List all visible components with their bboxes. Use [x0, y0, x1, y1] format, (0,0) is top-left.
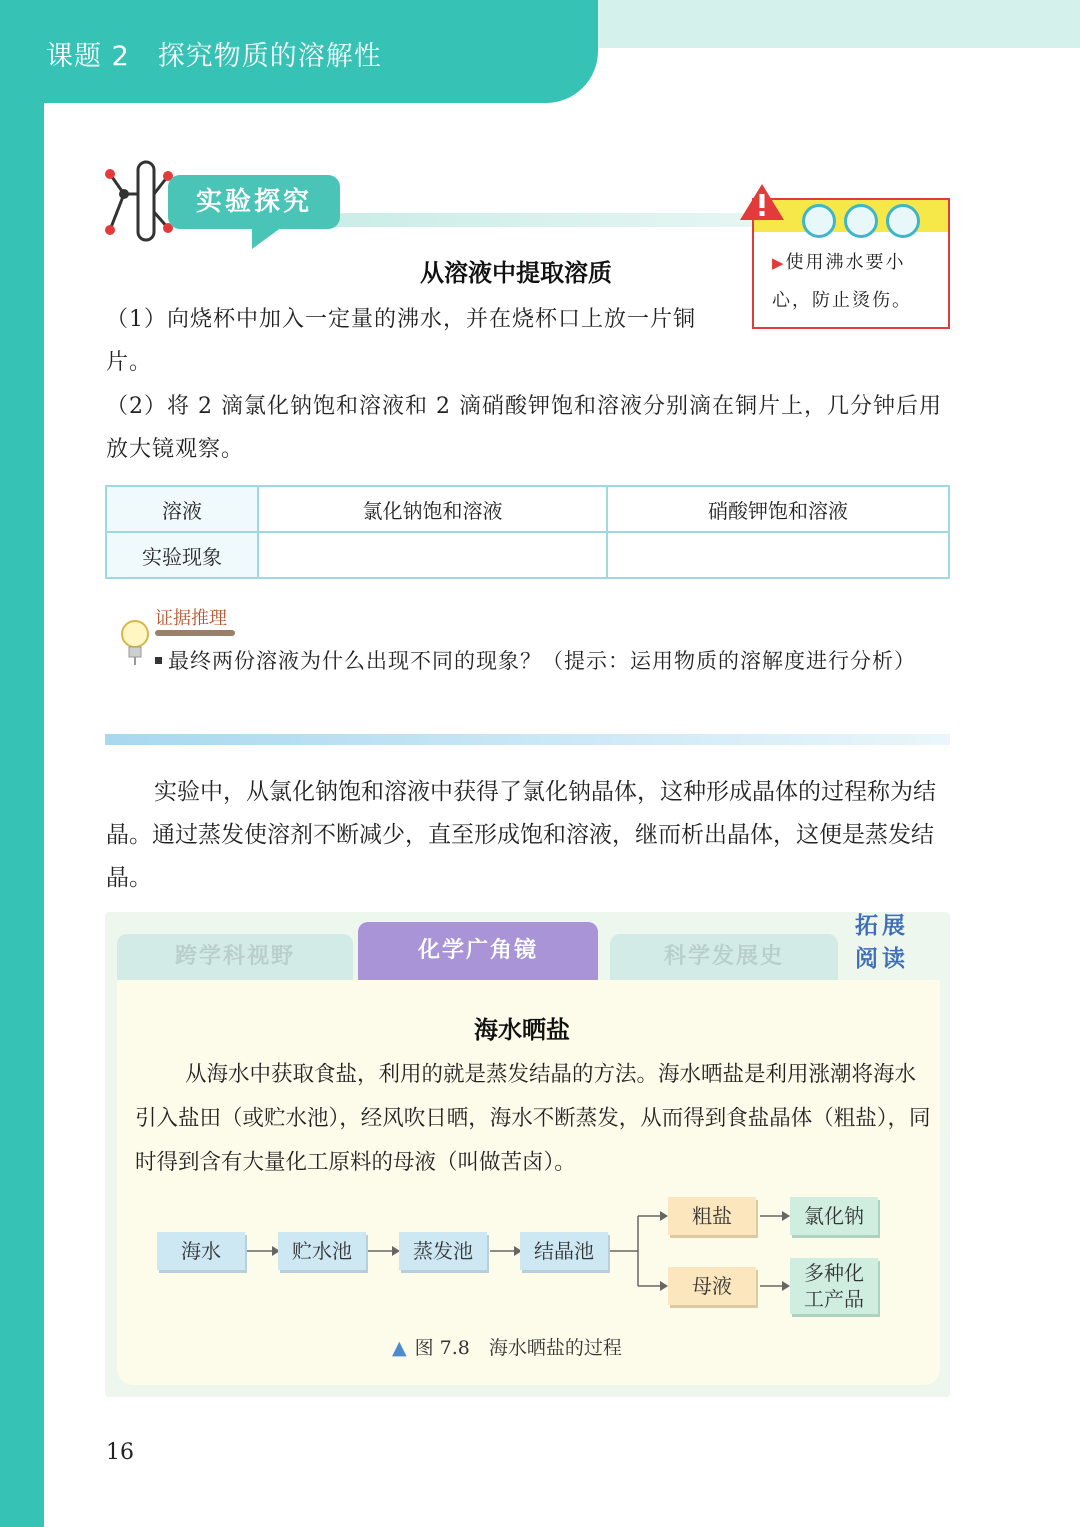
flow-product-upper: 氯化钠	[790, 1197, 878, 1235]
tab-science-history[interactable]: 科学发展史	[610, 934, 838, 980]
experiment-step-1: （1）向烧杯中加入一定量的沸水，并在烧杯口上放一片铜片。	[106, 307, 696, 375]
tab-chemistry-lens[interactable]: 化学广角镜	[358, 922, 598, 980]
flow-branch-upper: 粗盐	[668, 1197, 756, 1235]
body-paragraph: 实验中，从氯化钠饱和溶液中获得了氯化钠晶体，这种形成晶体的过程称为结晶。通过蒸发使溶剂不断减少，直至形成饱和溶液，继而析出晶体，这便是蒸发结晶。	[106, 779, 936, 891]
tab-interdisciplinary[interactable]: 跨学科视野	[117, 934, 353, 980]
table-header-cell: 溶液	[106, 486, 258, 532]
page-number: 16	[106, 1440, 134, 1465]
pointer-icon: ▶	[772, 254, 786, 272]
flow-step: 结晶池	[520, 1232, 608, 1270]
reading-paragraph: 从海水中获取食盐，利用的就是蒸发结晶的方法。海水晒盐是利用涨潮将海水引入盐田（或贮水池），经风吹日晒，海水不断蒸发，从而得到食盐晶体（粗盐），同时得到含有大量化工原料的母液（叫做苦卤）。	[135, 1062, 931, 1175]
extended-reading-label: 拓展阅读	[855, 913, 909, 972]
reading-title: 海水晒盐	[474, 1016, 570, 1044]
table-row-label: 实验现象	[106, 532, 258, 578]
flow-step: 蒸发池	[399, 1232, 487, 1270]
table-header-cell: 硝酸钾饱和溶液	[607, 486, 949, 532]
caption-triangle-icon: ▲	[392, 1337, 407, 1359]
evidence-question: 最终两份溶液为什么出现不同的现象？（提示：运用物质的溶解度进行分析）	[155, 640, 955, 682]
safety-text: ▶使用沸水要小心，防止烫伤。	[772, 252, 912, 311]
figure-caption: ▲ 图 7.8 海水晒盐的过程	[392, 1337, 622, 1359]
evidence-label: 证据推理	[155, 608, 227, 629]
flow-step: 贮水池	[278, 1232, 366, 1270]
topic-title: 课题 2 探究物质的溶解性	[46, 41, 382, 72]
experiment-title: 从溶液中提取溶质	[420, 259, 612, 287]
table-header-cell: 氯化钠饱和溶液	[258, 486, 607, 532]
flow-branch-lower: 母液	[668, 1267, 756, 1305]
experiment-label: 实验探究	[168, 175, 340, 229]
flow-step: 海水	[157, 1232, 245, 1270]
flow-product-lower: 多种化工产品	[790, 1258, 878, 1314]
experiment-step-2: （2）将 2 滴氯化钠饱和溶液和 2 滴硝酸钾饱和溶液分别滴在铜片上，几分钟后用放大镜观察。	[106, 394, 942, 462]
